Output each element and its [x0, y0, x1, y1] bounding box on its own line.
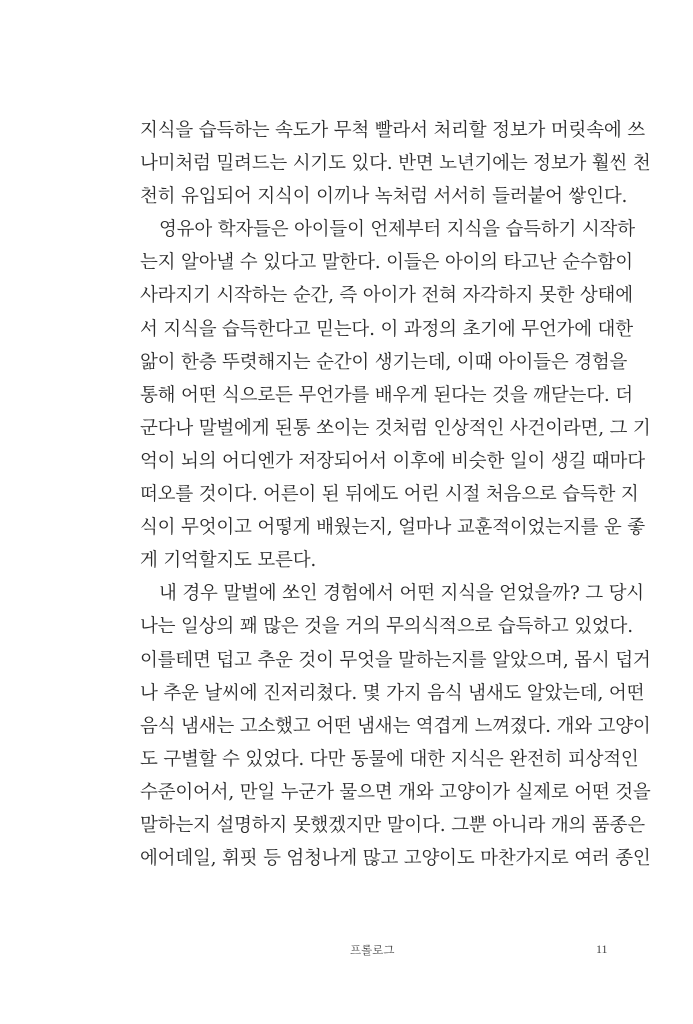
text-line: 서 지식을 습득한다고 믿는다. 이 과정의 초기에 무언가에 대한	[140, 318, 633, 340]
text-line: 군다나 말벌에게 된통 쏘이는 것처럼 인상적인 사건이라면, 그 기	[140, 417, 651, 439]
text-line: 나는 일상의 꽤 많은 것을 거의 무의식적으로 습득하고 있었다.	[140, 616, 633, 638]
text-line: 이를테면 덥고 추운 것이 무엇을 말하는지를 알았으며, 몹시 덥거	[140, 649, 651, 671]
text-line: 나 추운 날씨에 진저리쳤다. 몇 가지 음식 냄새도 알았는데, 어떤	[140, 682, 645, 704]
page-number: 11	[596, 942, 608, 956]
page-footer	[0, 942, 693, 962]
text-line: 사라지기 시작하는 순간, 즉 아이가 전혀 자각하지 못한 상태에	[140, 285, 633, 307]
text-line: 말하는지 설명하지 못했겠지만 말이다. 그뿐 아니라 개의 품종은	[140, 814, 645, 836]
text-line: 떠오를 것이다. 어른이 된 뒤에도 어린 시절 처음으로 습득한 지	[140, 484, 639, 506]
text-line: 지식을 습득하는 속도가 무척 빨라서 처리할 정보가 머릿속에 쓰	[140, 120, 645, 141]
body-text	[140, 114, 651, 875]
text-line: 통해 어떤 식으로든 무언가를 배우게 된다는 것을 깨닫는다. 더	[140, 384, 633, 406]
text-line: 나미처럼 밀려드는 시기도 있다. 반면 노년기에는 정보가 훨씬 천	[140, 153, 651, 175]
text-line: 에어데일, 휘핏 등 엄청나게 많고 고양이도 마찬가지로 여러 종인	[140, 848, 651, 870]
text-line: 는지 알아낼 수 있다고 말한다. 이들은 아이의 타고난 순수함이	[140, 252, 633, 274]
text-line: 식이 무엇이고 어떻게 배웠는지, 얼마나 교훈적이었는지를 운 좋	[140, 517, 645, 539]
text-line: 게 기억할지도 모른다.	[140, 550, 317, 572]
text-line: 천히 유입되어 지식이 이끼나 녹처럼 서서히 들러붙어 쌓인다.	[140, 186, 628, 208]
text-line: 도 구별할 수 있었다. 다만 동물에 대한 지식은 완전히 피상적인	[140, 748, 639, 770]
text-line: 수준이어서, 만일 누군가 물으면 개와 고양이가 실제로 어떤 것을	[140, 781, 651, 803]
text-line: 억이 뇌의 어디엔가 저장되어서 이후에 비슷한 일이 생길 때마다	[140, 450, 645, 472]
running-footer-section-title: 프롤로그	[350, 943, 395, 957]
text-line: 영유아 학자들은 아이들이 언제부터 지식을 습득하기 시작하	[159, 219, 635, 241]
text-line: 앎이 한층 뚜렷해지는 순간이 생기는데, 이때 아이들은 경험을	[140, 351, 628, 373]
text-line: 내 경우 말벌에 쏘인 경험에서 어떤 지식을 얻었을까? 그 당시	[159, 583, 644, 605]
text-line: 음식 냄새는 고소했고 어떤 냄새는 역겹게 느껴졌다. 개와 고양이	[140, 715, 651, 737]
